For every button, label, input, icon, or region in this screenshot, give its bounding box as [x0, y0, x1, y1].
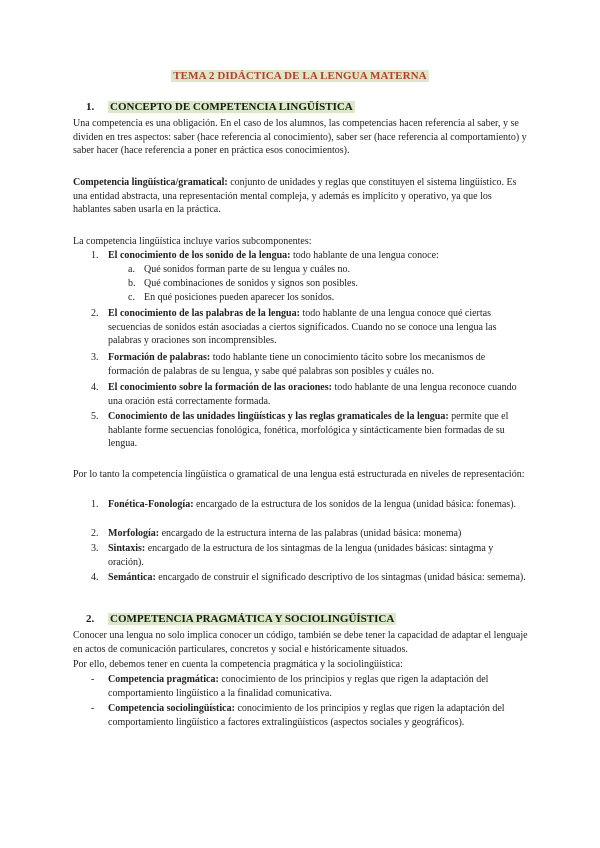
section-1-heading: 1. CONCEPTO DE COMPETENCIA LINGÜÍSTICA — [86, 101, 353, 113]
document-page: TEMA 2 DIDÁCTICA DE LA LENGUA MATERNA 1. CONCEPTO DE COMPETENCIA LINGÜÍSTICA Una competencia es una obligación. En el caso de los alumnos, las competencias hacen referencia al saber, y se dividen en tres aspectos: saber (hace referencia al conocimiento), saber ser (hace referencia al comportamiento) y saber hacer (hace referencia a poner en práctica esos conocimientos). Competencia lingüística/gramatical: conjunto de unidades y reglas que constituyen el sistema lingüístico. Es una entidad abstracta, una representación mental compleja, y además es implícito y operativo, ya que los hablantes saben usarla en la práctica. La competencia lingüística incluye varios subcomponentes: 1. El conocimiento de los sonido de la lengua: todo hablante de una lengua conoce: a. Qué sonidos forman parte de su lengua y cuáles no. b. Qué combinaciones de sonidos y signos son posibles. c. En qué posiciones pueden aparecer los sonidos. 2. El conocimiento de las palabras de la lengua: todo hablante de una lengua conoce qué ciertas secuencias de sonidos están asociadas a ciertos significados. Cuando no se conoce una lengua las palabras y oraciones son incomprensibles. 3. Formación de palabras: todo hablante tiene un conocimiento tácito sobre los mecanismos de formación de palabras de su lengua, y sabe qué palabras son posibles y cuáles no. 4. El conocimiento sobre la formación de las oraciones: todo hablante de una lengua reconoce cuando una oración está correctamente formada. 5. Conocimiento de las unidades lingüísticas y las reglas gramaticales de la lengua: permite que el hablante forme secuencias fonológica, fonética, morfológica y sintácticamente bien formadas de su lengua. Por lo tanto la competencia lingüística o gramatical de una lengua está estructurada en niveles de representación: 1. Fonética-Fonología: encargado de la estructura de los sonidos de la lengua (unidad básica: fonemas). 2. Morfología: encargado de la estructura interna de las palabras (unidad básica: monema) 3. Sintaxis: encargado de la estructura de los sintagmas de la lengua (unidades básicas: sintagma y oración). 4. Semántica: encargado de construir el significado descriptivo de los sintagmas (unidad básica: semema). 2. COMPETENCIA PRAGMÁTICA Y SOCIOLINGÜÍSTICA Conocer una lengua no solo implica conocer un código, también se debe tener la capacidad de adaptar el lenguaje en actos de comunicación particulares, concretos y social e históricamente situados. Por ello, debemos tener en cuenta la competencia pragmática y la sociolingüística: - Competencia pragmática: conocimiento de los principios y reglas que rigen la adaptación del comportamiento lingüístico a la finalidad comunicativa. - Competencia sociolingüística: conocimiento de los principios y reglas que rigen la adaptación del comportamiento lingüístico a factores extralingüísticos (aspectos sociales y geográficos). — [0, 0, 600, 848]
section-1-intro: Una competencia es una obligación. En el caso de los alumnos, las competencias hacen referencia al saber, y se dividen en tres aspectos: saber (hace referencia al conocimiento), saber ser (hace referencia al comportamiento) y saber hacer (hace referencia a poner en práctica esos conocimientos). — [73, 118, 527, 156]
section-2-heading: 2. COMPETENCIA PRAGMÁTICA Y SOCIOLINGÜÍSTICA — [86, 613, 395, 625]
section-2-intro: Conocer una lengua no solo implica conocer un código, también se debe tener la capacidad de adaptar el lenguaje en actos de comunicación particulares, concretos y social e históricamente situados. — [73, 630, 528, 655]
definition-paragraph: Competencia lingüística/gramatical: conjunto de unidades y reglas que constituyen el sistema lingüístico. Es una entidad abstracta, una representación mental compleja, y además es implícito y operativo, ya que los hablantes saben usarla en la práctica. — [73, 177, 517, 215]
section-2-intro-2: Por ello, debemos tener en cuenta la competencia pragmática y la sociolingüística: — [73, 659, 403, 670]
levels-intro: Por lo tanto la competencia lingüística o gramatical de una lengua está estructurada en niveles de representación: — [73, 469, 525, 480]
components-intro: La competencia lingüística incluye varios subcomponentes: — [73, 236, 312, 247]
document-title: TEMA 2 DIDÁCTICA DE LA LENGUA MATERNA — [173, 70, 427, 82]
